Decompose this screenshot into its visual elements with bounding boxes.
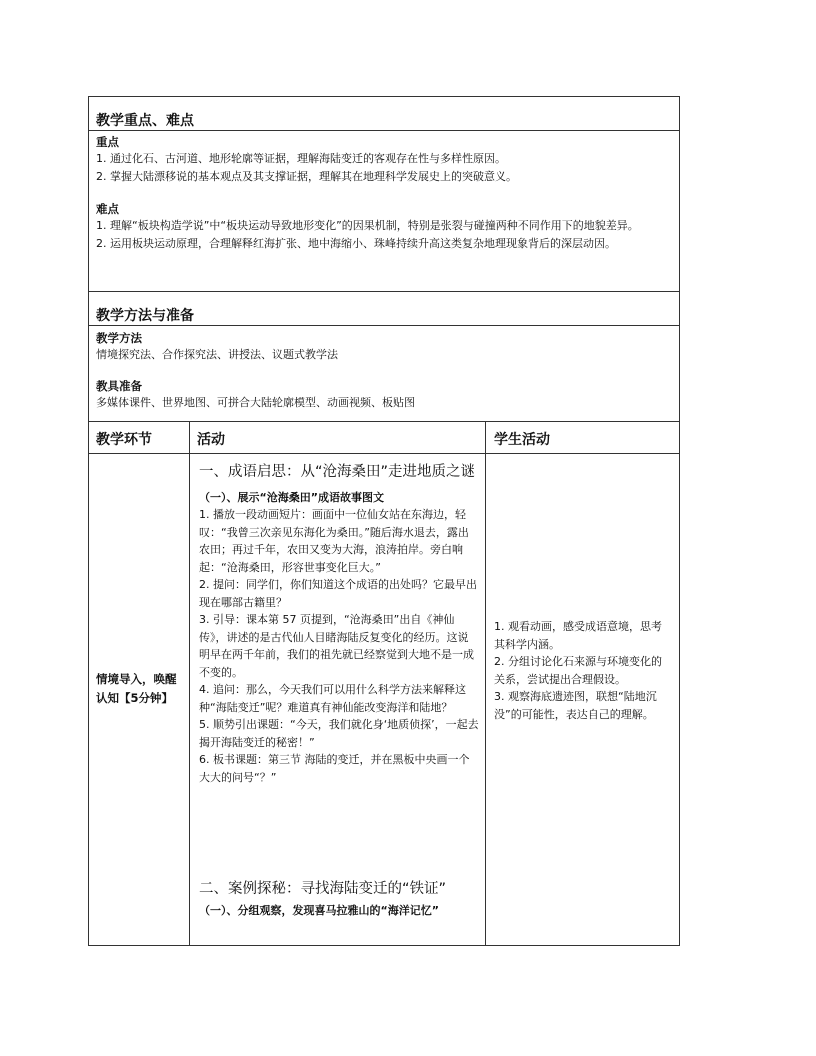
key-points-header-row [89, 97, 679, 131]
student-activity-cell [494, 618, 672, 723]
activity-item: 3. 引导：课本第 57 页提到，“沧海桑田”出自《神仙传》，讲述的是古代仙人目睹海陆反复变化的经历。这说明早在两千年前，我们的祖先就已经察觉到大地不是一成不变的。 [199, 613, 474, 679]
key-item: 2. 掌握大陆漂移说的基本观点及其支撑证据，理解其在地理科学发展史上的突破意义。 [96, 169, 517, 183]
table-row [89, 454, 679, 945]
tools-label: 教具准备 [96, 378, 142, 393]
student-item: 1. 观看动画，感受成语意境，思考其科学内涵。 [494, 620, 662, 651]
activity-title: 一、成语启思：从“沧海桑田”走进地质之谜 [199, 464, 476, 480]
lesson-plan-table [88, 96, 680, 946]
column-header-activity: 活动 [197, 432, 225, 448]
key-label: 重点 [96, 135, 119, 149]
column-header-phase: 教学环节 [96, 432, 152, 448]
difficulty-item: 2. 运用板块运动原理，合理解释红海扩张、地中海缩小、珠峰持续升高这类复杂地理现象背后的深层动因。 [96, 236, 616, 250]
key-points-body [96, 134, 671, 252]
difficulty-label: 难点 [96, 202, 119, 216]
methods-header-row [89, 292, 679, 326]
methods-section [89, 292, 679, 422]
activity-item: 5. 顺势引出课题：“今天，我们就化身‘地质侦探’，一起去揭开海陆变迁的秘密！” [199, 718, 479, 749]
section-title: 教学重点、难点 [96, 113, 194, 129]
student-item: 2. 分组讨论化石来源与环境变化的关系，尝试提出合理假设。 [494, 655, 662, 686]
phase-cell: 情境导入，唤醒认知【5分钟】 [96, 672, 177, 705]
key-item: 1. 通过化石、古河道、地形轮廓等证据，理解海陆变迁的客观存在性与多样性原因。 [96, 152, 506, 165]
activity-title: 二、案例探秘：寻找海陆变迁的“铁证” [199, 881, 447, 897]
table-header-row [89, 422, 679, 454]
tools-text: 多媒体课件、世界地图、可拼合大陆轮廓模型、动画视频、板贴图 [96, 395, 415, 409]
activity-item: 1. 播放一段动画短片：画面中一位仙女站在东海边，轻叹：“我曾三次亲见东海化为桑田。”随后海水退去，露出农田；再过千年，农田又变为大海，浪涛拍岸。旁白响起：“沧海桑田，形容世事变化巨大。” [199, 508, 469, 574]
activity-cell-part2 [199, 879, 479, 919]
activity-subtitle: （一）、分组观察，发现喜马拉雅山的“海洋记忆” [199, 904, 439, 917]
column-divider [189, 454, 190, 945]
activity-item: 2. 提问：同学们，你们知道这个成语的出处吗？它最早出现在哪部古籍里？ [199, 578, 477, 609]
column-divider [485, 454, 486, 945]
difficulty-item: 1. 理解“板块构造学说”中“板块运动导致地形变化”的因果机制，特别是张裂与碰撞两种不同作用下的地貌差异。 [96, 219, 639, 232]
student-item: 3. 观察海底遗迹图，联想“陆地沉没”的可能性，表达自己的理解。 [494, 690, 657, 721]
activity-item: 4. 追问：那么，今天我们可以用什么科学方法来解释这种“海陆变迁”呢？难道真有神仙能改变海洋和陆地？ [199, 683, 466, 714]
method-label: 教学方法 [96, 331, 142, 345]
section-title: 教学方法与准备 [96, 308, 194, 324]
column-header-student: 学生活动 [494, 432, 550, 448]
activity-item: 6. 板书课题：第三节 海陆的变迁，并在黑板中央画一个大大的问号“？” [199, 753, 470, 784]
key-points-section [89, 97, 679, 292]
activity-cell [199, 462, 479, 786]
column-divider [189, 422, 190, 453]
methods-body [96, 330, 671, 411]
column-divider [485, 422, 486, 453]
method-text: 情境探究法、合作探究法、讲授法、议题式教学法 [96, 348, 338, 361]
activity-subtitle: （一）、展示“沧海桑田”成语故事图文 [199, 491, 384, 504]
